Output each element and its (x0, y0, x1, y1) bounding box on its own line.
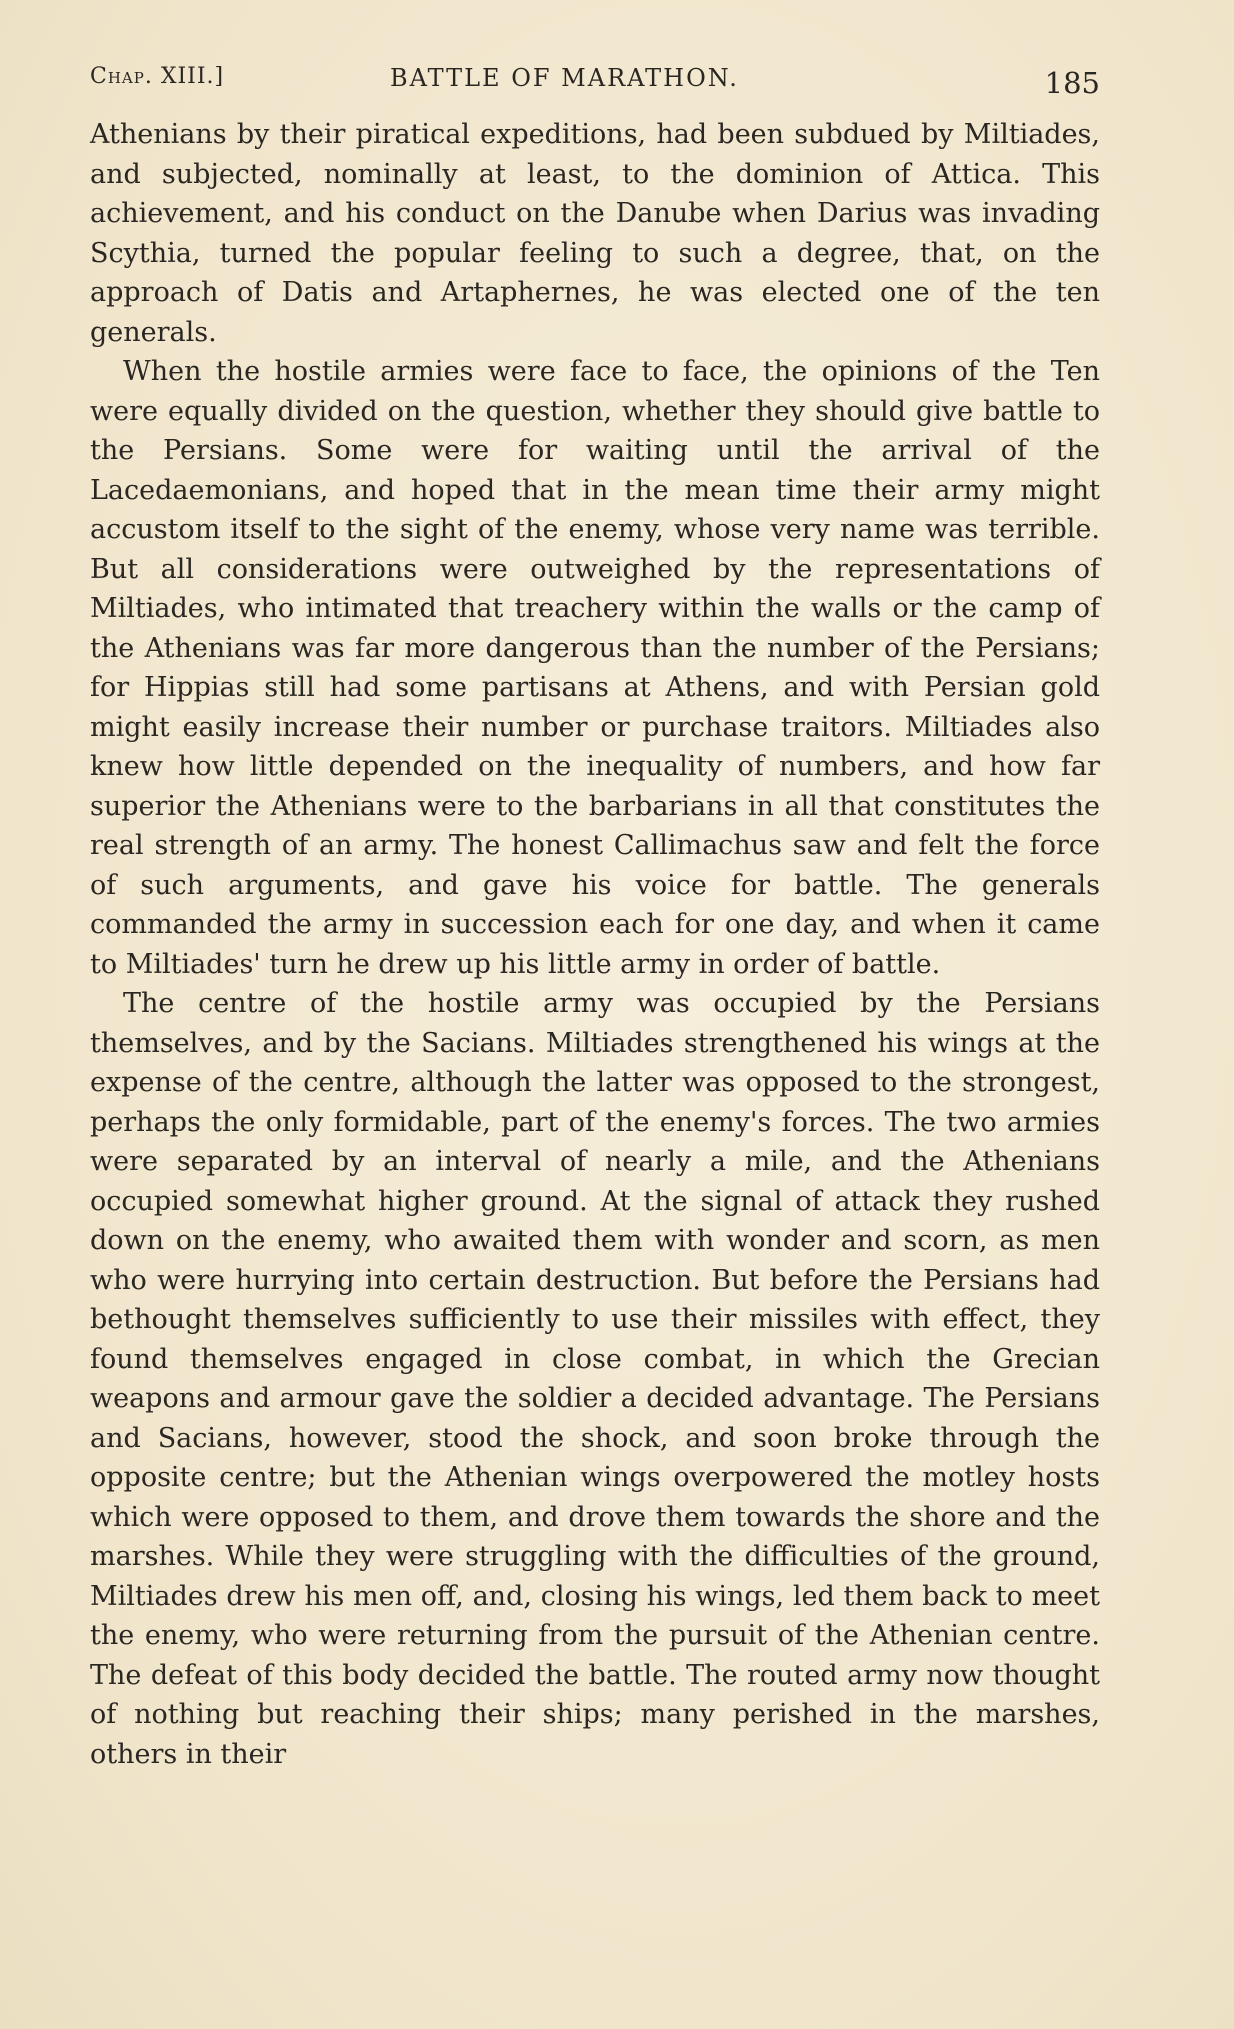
chapter-marker: Chap. XIII.] (90, 64, 225, 89)
body-text (90, 115, 1100, 1774)
paragraph-council-of-generals: When the hostile armies were face to face, the opinions of the Ten were equally divided on the question, whether they should give battle to the Persians. Some were for waiting until the arrival of the Lacedaemonians, and hoped that in the mean time their army might accustom itself to the sight of the enemy, whose very name was terrible. But all considerations were outweighed by the representations of Miltiades, who intimated that treachery within the walls or the camp of the Athenians was far more dangerous than the number of the Persians; for Hippias still had some partisans at Athens, and with Persian gold might easily increase their number or purchase traitors. Miltiades also knew how little depended on the inequality of numbers, and how far superior the Athenians were to the barbarians in all that constitutes the real strength of an army. The honest Callimachus saw and felt the force of such arguments, and gave his voice for battle. The generals commanded the army in succession each for one day, and when it came to Miltiades' turn he drew up his little army in order of battle. (90, 356, 1100, 980)
page-number: 185 (1044, 66, 1100, 100)
paragraph-battle-description: The centre of the hostile army was occupied by the Persians themselves, and by the Sacians. Miltiades strengthened his wings at the expense of the centre, although the latter was opposed to the strongest, perhaps the only formidable, part of the enemy's forces. The two armies were separated by an interval of nearly a mile, and the Athenians occupied somewhat higher ground. At the signal of attack they rushed down on the enemy, who awaited them with wonder and scorn, as men who were hurrying into certain destruction. But before the Persians had bethought themselves sufficiently to use their missiles with effect, they found themselves engaged in close combat, in which the Grecian weapons and armour gave the soldier a decided advantage. The Persians and Sacians, however, stood the shock, and soon broke through the opposite centre; but the Athenian wings overpowered the motley hosts which were opposed to them, and drove them towards the shore and the marshes. While they were struggling with the difficulties of the ground, Miltiades drew his men off, and, closing his wings, led them back to meet the enemy, who were returning from the pursuit of the Athenian centre. The defeat of this body decided the battle. The routed army now thought of nothing but reaching their ships; many perished in the marshes, others in their (90, 988, 1100, 1770)
paragraph-continuation: Athenians by their piratical expeditions, had been subdued by Miltiades, and subjected, nominally at least, to the dominion of Attica. This achievement, and his conduct on the Danube when Darius was invading Scythia, turned the popular feeling to such a degree, that, on the approach of Datis and Artaphernes, he was elected one of the ten generals. (90, 119, 1100, 348)
running-title: BATTLE OF MARATHON. (390, 64, 739, 92)
running-header (90, 60, 1100, 100)
